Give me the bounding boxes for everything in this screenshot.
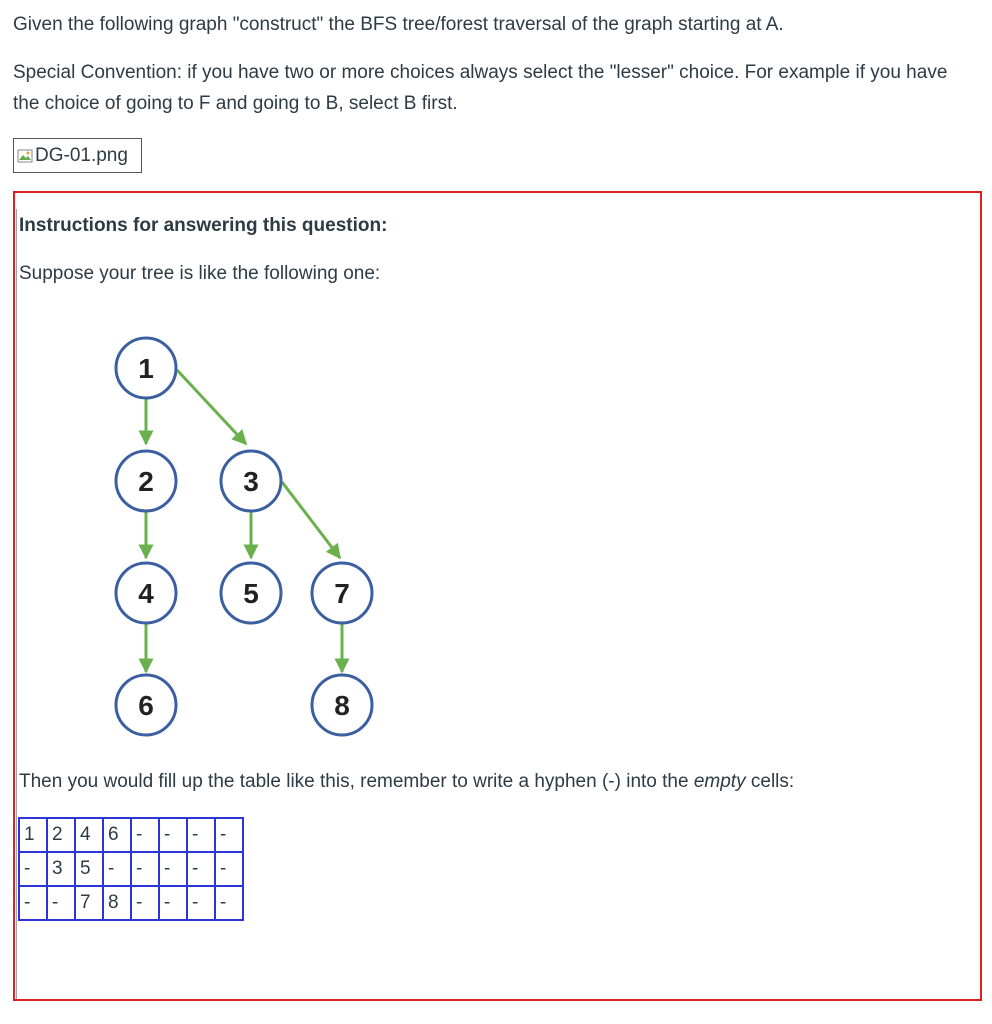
- question-line-2: Special Convention: if you have two or more choices always select the "lesser" choice. For example if you have the choice of going to F and going to B, select B first.: [13, 62, 948, 114]
- table-cell: -: [131, 818, 159, 852]
- example-answer-table: [18, 817, 244, 921]
- table-cell: -: [187, 818, 215, 852]
- broken-image: [13, 138, 142, 173]
- tree-node-7: [312, 563, 372, 623]
- table-cell: -: [19, 886, 47, 920]
- tree-node-8: [312, 675, 372, 735]
- tree-node-label: 5: [243, 578, 259, 609]
- table-cell: -: [131, 852, 159, 886]
- tree-node-label: 3: [243, 466, 259, 497]
- inner-divider: [16, 209, 17, 999]
- table-row: [19, 818, 243, 852]
- table-cell: -: [187, 886, 215, 920]
- tree-node-2: [116, 451, 176, 511]
- tree-node-label: 6: [138, 690, 154, 721]
- tree-node-5: [221, 563, 281, 623]
- table-cell: -: [131, 886, 159, 920]
- broken-image-alt-text: DG-01.png: [35, 144, 128, 166]
- then-text-end: cells:: [745, 771, 795, 792]
- table-cell: -: [215, 818, 243, 852]
- table-cell: -: [159, 818, 187, 852]
- tree-node-label: 1: [138, 353, 154, 384]
- table-cell: 8: [103, 886, 131, 920]
- example-tree: [100, 330, 400, 740]
- table-cell: -: [159, 852, 187, 886]
- table-cell: -: [103, 852, 131, 886]
- table-cell: -: [187, 852, 215, 886]
- table-cell: 3: [47, 852, 75, 886]
- tree-edge: [282, 482, 340, 558]
- tree-node-4: [116, 563, 176, 623]
- tree-node-3: [221, 451, 281, 511]
- table-cell: 2: [47, 818, 75, 852]
- table-cell: -: [215, 886, 243, 920]
- table-row: [19, 886, 243, 920]
- table-cell: -: [159, 886, 187, 920]
- tree-node-1: [116, 338, 176, 398]
- table-row: [19, 852, 243, 886]
- broken-image-icon: [17, 148, 33, 164]
- instructions-heading: Instructions for answering this question:: [19, 215, 388, 236]
- table-cell: 1: [19, 818, 47, 852]
- table-cell: 5: [75, 852, 103, 886]
- tree-edge: [177, 370, 246, 444]
- table-cell: 6: [103, 818, 131, 852]
- tree-node-6: [116, 675, 176, 735]
- question-line-1: Given the following graph "construct" the BFS tree/forest traversal of the graph starting at A.: [13, 14, 784, 35]
- tree-node-label: 2: [138, 466, 154, 497]
- tree-node-label: 4: [138, 578, 154, 609]
- tree-node-label: 8: [334, 690, 350, 721]
- table-cell: -: [47, 886, 75, 920]
- then-text: [19, 767, 794, 797]
- suppose-text: Suppose your tree is like the following one:: [19, 263, 381, 284]
- tree-node-label: 7: [334, 578, 350, 609]
- table-cell: 7: [75, 886, 103, 920]
- table-cell: -: [215, 852, 243, 886]
- table-cell: 4: [75, 818, 103, 852]
- then-text-emphasis: empty: [693, 771, 746, 792]
- table-cell: -: [19, 852, 47, 886]
- then-text-start: Then you would fill up the table like this, remember to write a hyphen (-) into the: [19, 771, 694, 792]
